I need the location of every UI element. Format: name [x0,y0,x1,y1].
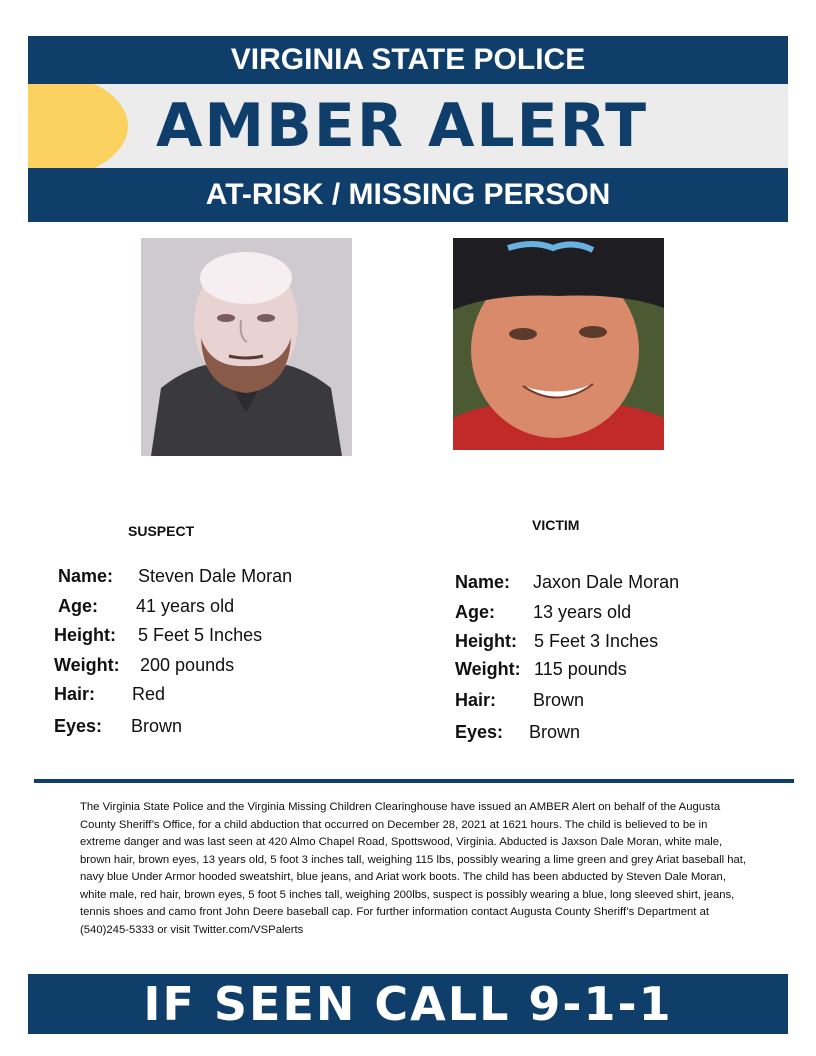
agency-banner: VIRGINIA STATE POLICE [28,36,788,84]
call-banner: IF SEEN CALL 9-1-1 [28,974,788,1034]
victim-photo [453,238,664,450]
field-label: Weight: [54,655,120,675]
suspect-photo [141,238,352,456]
suspect-height-row [54,625,262,646]
alert-description: The Virginia State Police and the Virginia Missing Children Clearinghouse have issued an AMBER Alert on behalf of the Augusta County Sheriff’s Office, for a child abduction that occurred on December 28, 2021 at 1621 hours. The child is believed to be in extreme danger and was last seen at 420 Almo Chapel Road, Spottswood, Virginia. Abducted is Jaxson Dale Moran, white male, brown hair, brown eyes, 13 years old, 5 foot 3 inches tall, weighing 115 lbs, possibly wearing a lime green and grey Ariat baseball hat, navy blue Under Armor hooded sweatshirt, blue jeans, and Ariat work boots. The child has been abducted by Steven Dale Moran, white male, red hair, brown eyes, 5 foot 5 inches tall, weighing 200lbs, suspect is possibly wearing a blue, long sleeved shirt, jeans, tennis shoes and camo front John Deere baseball cap. For further information contact Augusta County Sheriff’s Department at (540)245-5333 or visit Twitter.com/VSPalerts [80,801,747,936]
victim-name-row [455,572,679,593]
suspect-heading: SUSPECT [128,523,195,539]
victim-eyes: Brown [529,722,581,742]
suspect-eyes-row [54,716,182,737]
field-label: Hair: [455,690,497,710]
field-label: Age: [58,596,98,616]
field-label: Weight: [455,659,521,679]
suspect-age-row [58,596,234,617]
victim-hair: Brown [533,690,585,710]
suspect-weight: 200 pounds [140,655,235,675]
suspect-eyes: Brown [131,716,183,736]
field-label: Eyes: [455,722,504,742]
victim-heading: VICTIM [532,517,580,533]
victim-weight-row [455,659,627,680]
field-label: Hair: [54,684,96,704]
sun-decoration [28,84,128,168]
field-label: Height: [54,625,116,645]
victim-height-row [455,631,658,652]
field-label: Name: [455,572,511,592]
suspect-height: 5 Feet 5 Inches [138,625,263,645]
field-label: Name: [58,566,114,586]
victim-name: Jaxon Dale Moran [533,572,680,592]
alert-title: AMBER ALERT [156,91,649,161]
suspect-weight-row [54,655,234,676]
victim-eyes-row [455,722,580,743]
victim-age-row [455,602,631,623]
field-label: Eyes: [54,716,103,736]
suspect-age: 41 years old [136,596,235,616]
suspect-name: Steven Dale Moran [138,566,293,586]
field-label: Age: [455,602,495,622]
suspect-name-row [58,566,292,587]
victim-height: 5 Feet 3 Inches [534,631,659,651]
suspect-hair: Red [132,684,166,704]
victim-hair-row [455,690,584,711]
alert-subtitle: AT-RISK / MISSING PERSON [28,168,788,222]
divider-rule [34,779,794,783]
victim-age: 13 years old [533,602,632,622]
amber-alert-banner [28,84,788,168]
victim-weight: 115 pounds [534,659,627,679]
field-label: Height: [455,631,517,651]
suspect-hair-row [54,684,165,705]
